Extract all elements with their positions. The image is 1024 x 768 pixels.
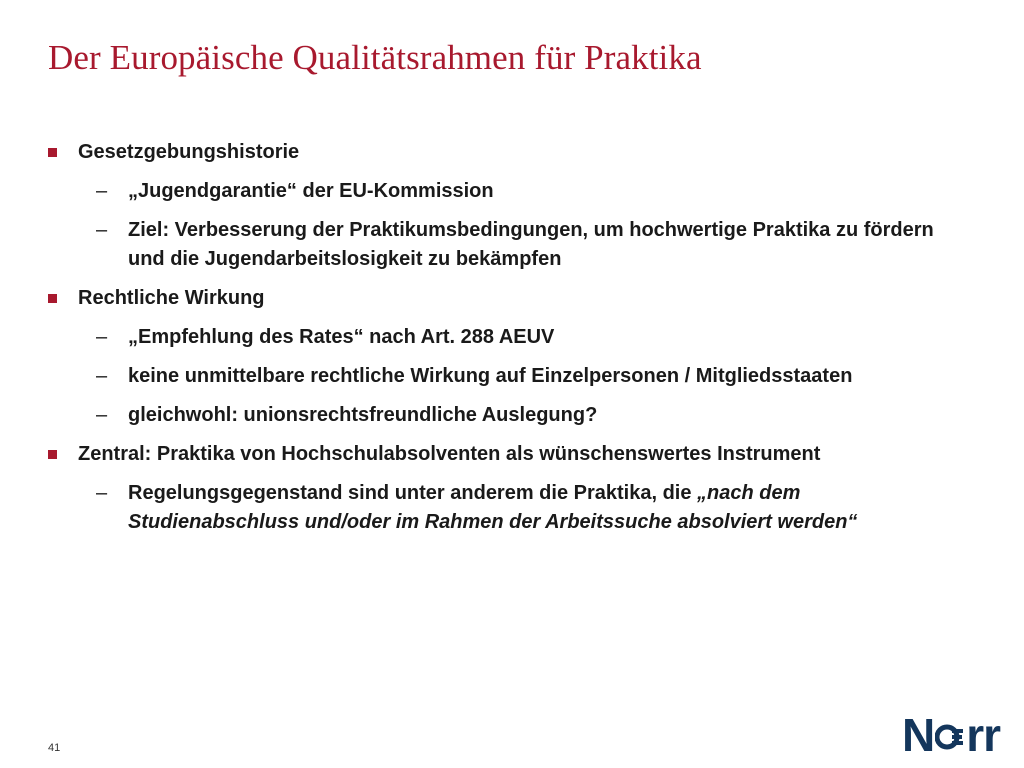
dash-bullet-icon: – — [96, 180, 108, 202]
sub-bullet-text: „Empfehlung des Rates“ nach Art. 288 AEUV — [128, 326, 555, 348]
sub-bullet-text: gleichwohl: unionsrechtsfreundliche Auslegung? — [128, 404, 598, 426]
section-heading: Zentral: Praktika von Hochschulabsolventen als wünschenswertes Instrument — [78, 443, 821, 465]
square-bullet-icon — [48, 450, 57, 459]
sub-bullet-text: „Jugendgarantie“ der EU-Kommission — [128, 180, 494, 202]
italic-quote: „nach dem Studienabschluss und/oder im Rahmen der Arbeitssuche absolviert werden“ — [128, 482, 858, 533]
sub-bullet — [0, 323, 1024, 352]
square-bullet-icon — [48, 148, 57, 157]
logo-letters-rr: rr — [966, 709, 1001, 761]
slide-title: Der Europäische Qualitätsrahmen für Praktika — [48, 38, 702, 77]
noerr-logo — [902, 709, 1001, 761]
bullet-section-1 — [0, 138, 1024, 167]
dash-bullet-icon: – — [96, 219, 108, 241]
dash-bullet-icon: – — [96, 326, 108, 348]
sub-bullet — [0, 479, 1024, 537]
bullet-section-2 — [0, 284, 1024, 313]
square-bullet-icon — [48, 294, 57, 303]
sub-bullet — [0, 177, 1024, 206]
dash-bullet-icon: – — [96, 365, 108, 387]
slide-content — [0, 138, 1024, 547]
logo-oe-ligature-icon — [935, 722, 965, 752]
sub-bullet — [0, 362, 1024, 391]
section-heading: Rechtliche Wirkung — [78, 287, 265, 309]
sub-bullet-prefix: Regelungsgegenstand sind unter anderem die Praktika, die — [128, 482, 698, 504]
sub-bullet-text: keine unmittelbare rechtliche Wirkung auf Einzelpersonen / Mitgliedsstaaten — [128, 365, 853, 387]
sub-bullet-text: Ziel: Verbesserung der Praktikumsbedingungen, um hochwertige Praktika zu fördern und die Jugendarbeitslosigkeit zu bekämpfen — [128, 219, 934, 270]
sub-bullet-text — [128, 482, 857, 533]
sub-bullet — [0, 216, 1024, 274]
dash-bullet-icon: – — [96, 482, 108, 504]
page-number: 41 — [48, 742, 61, 754]
logo-letter-n: N — [902, 709, 935, 761]
sub-bullet — [0, 401, 1024, 430]
dash-bullet-icon: – — [96, 404, 108, 426]
section-heading: Gesetzgebungshistorie — [78, 141, 300, 163]
bullet-section-3 — [0, 440, 1024, 469]
